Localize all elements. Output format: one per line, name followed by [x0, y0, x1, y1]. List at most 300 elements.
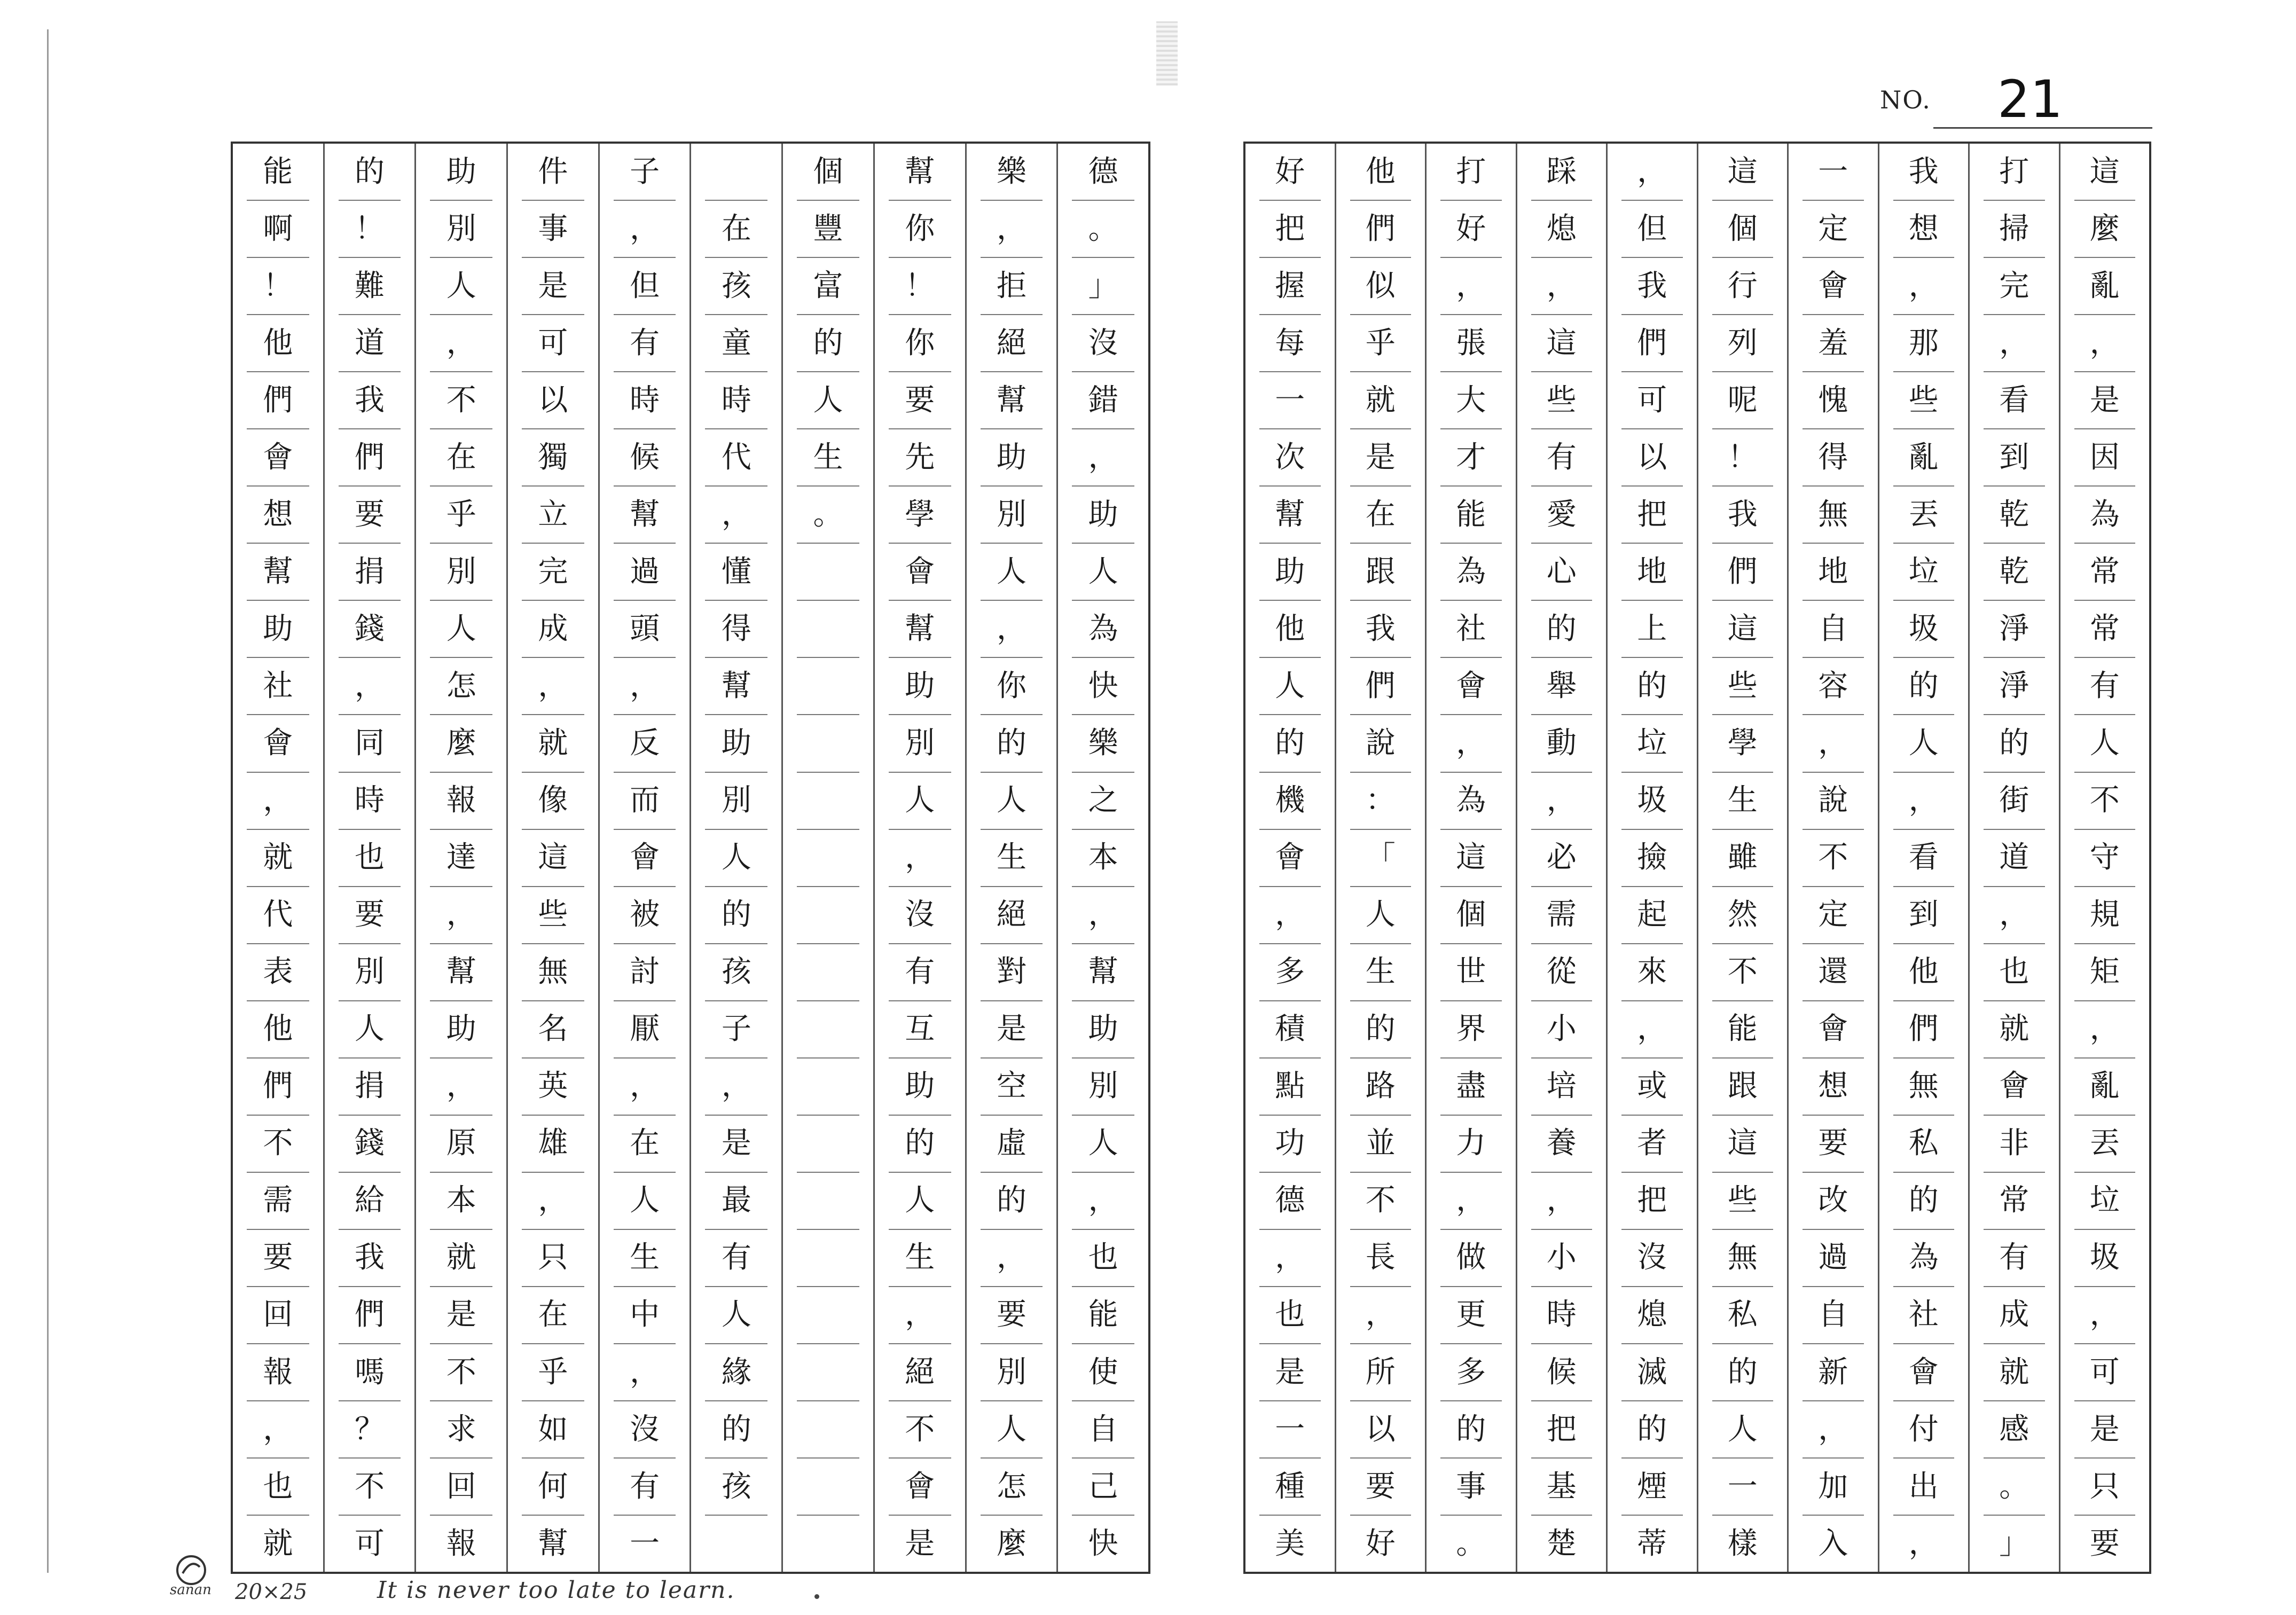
grid-cell: ， [522, 658, 584, 715]
grid-cell: 人 [981, 773, 1043, 830]
grid-cell: 需 [247, 1173, 309, 1230]
grid-cell: 不 [2074, 773, 2136, 830]
grid-cell: 人 [1893, 715, 1955, 772]
grid-cell: 乾 [1984, 544, 2045, 601]
grid-cell: 表 [247, 944, 309, 1001]
grid-cell: 只 [522, 1230, 584, 1287]
grid-cell [797, 544, 859, 601]
grid-cell: 他 [1893, 944, 1955, 1001]
grid-cell: 麼 [2074, 201, 2136, 258]
manuscript-column [689, 144, 781, 1572]
grid-cell: 大 [1440, 372, 1502, 429]
grid-cell: 會 [1984, 1059, 2045, 1116]
grid-cell: 乎 [430, 487, 492, 544]
grid-cell: 為 [1893, 1230, 1955, 1287]
grid-cell: ， [1072, 429, 1134, 487]
grid-cell: 麼 [430, 715, 492, 772]
grid-cell: 世 [1440, 944, 1502, 1001]
grid-cell: 只 [2074, 1459, 2136, 1516]
grid-cell: 握 [1259, 258, 1321, 315]
grid-cell: 淨 [1984, 658, 2045, 715]
grid-cell: 要 [1350, 1459, 1412, 1516]
grid-cell: ： [1350, 773, 1412, 830]
grid-cell: 樣 [1727, 1526, 1758, 1561]
grid-cell: 要 [889, 372, 951, 429]
grid-cell: 不 [430, 1344, 492, 1401]
grid-cell: 會 [1803, 1001, 1864, 1059]
grid-cell: 在 [1350, 487, 1412, 544]
grid-cell: 助 [1259, 544, 1321, 601]
grid-cell: 為 [1072, 601, 1134, 658]
grid-cell: 無 [1803, 487, 1864, 544]
grid-cell: ， [981, 201, 1043, 258]
grid-cell: 人 [430, 601, 492, 658]
grid-cell: 些 [1712, 658, 1774, 715]
grid-cell: 怎 [430, 658, 492, 715]
grid-cell: 規 [2074, 887, 2136, 944]
grid-cell: 」 [1999, 1526, 2029, 1561]
left-manuscript-grid [231, 142, 1150, 1574]
grid-cell: 助 [889, 658, 951, 715]
grid-cell [797, 1116, 859, 1173]
grid-cell: 我 [339, 372, 401, 429]
grid-cell: 孩 [705, 258, 767, 315]
grid-cell: 達 [430, 830, 492, 887]
grid-cell: 德 [1072, 144, 1134, 201]
grid-cell: 呢 [1712, 372, 1774, 429]
grid-cell: 需 [1531, 887, 1593, 944]
grid-cell: 雄 [522, 1116, 584, 1173]
grid-cell: 」 [1072, 258, 1134, 315]
grid-cell: 熄 [1621, 1287, 1683, 1344]
grid-cell: 我 [1893, 144, 1955, 201]
grid-cell: ！ [1712, 429, 1774, 487]
grid-cell: 自 [1803, 601, 1864, 658]
grid-cell: ， [247, 1401, 309, 1459]
grid-cell: 看 [1984, 372, 2045, 429]
grid-cell: 絕 [889, 1344, 951, 1401]
grid-cell: ， [1984, 315, 2045, 372]
grid-cell: 時 [339, 773, 401, 830]
grid-cell: 會 [1259, 830, 1321, 887]
grid-cell: 本 [1072, 830, 1134, 887]
grid-cell: 別 [1072, 1059, 1134, 1116]
grid-cell: 在 [614, 1116, 676, 1173]
grid-cell: 踩 [1531, 144, 1593, 201]
grid-cell: 快 [1088, 1526, 1118, 1561]
grid-cell: 人 [705, 830, 767, 887]
grid-cell: 的 [1712, 1344, 1774, 1401]
manuscript-column [414, 144, 506, 1572]
grid-cell: 孩 [705, 944, 767, 1001]
grid-cell: 是 [522, 258, 584, 315]
grid-cell: 們 [1712, 544, 1774, 601]
grid-cell: 乎 [1350, 315, 1412, 372]
grid-cell: 好 [1259, 144, 1321, 201]
grid-cell: 人 [1259, 658, 1321, 715]
grid-cell: 矩 [2074, 944, 2136, 1001]
grid-cell: 是 [1350, 429, 1412, 487]
grid-cell: 拒 [981, 258, 1043, 315]
grid-cell: 他 [1350, 144, 1412, 201]
grid-cell: 過 [614, 544, 676, 601]
grid-cell: 煙 [1621, 1459, 1683, 1516]
grid-cell: 幫 [1259, 487, 1321, 544]
grid-cell: ， [1531, 258, 1593, 315]
grid-cell: 能 [1072, 1287, 1134, 1344]
grid-cell: 不 [339, 1459, 401, 1516]
grid-cell: 沒 [889, 887, 951, 944]
grid-cell: 也 [1072, 1230, 1134, 1287]
grid-cell: 垃 [2074, 1173, 2136, 1230]
grid-cell: 小 [1531, 1001, 1593, 1059]
grid-cell: 愧 [1803, 372, 1864, 429]
grid-cell: 而 [614, 773, 676, 830]
manuscript-column [598, 144, 690, 1572]
manuscript-column [1245, 144, 1335, 1572]
page-number-value: 21 [1997, 69, 2063, 129]
grid-cell: 到 [1893, 887, 1955, 944]
grid-cell: 因 [2074, 429, 2136, 487]
grid-cell: ， [889, 830, 951, 887]
grid-cell: 亂 [1893, 429, 1955, 487]
grid-cell: 的 [1440, 1401, 1502, 1459]
grid-cell: 不 [430, 372, 492, 429]
grid-cell [797, 1459, 859, 1516]
grid-cell: ， [1259, 887, 1321, 944]
grid-cell: 一 [1259, 372, 1321, 429]
manuscript-column [781, 144, 873, 1572]
grid-cell: 你 [889, 315, 951, 372]
manuscript-column [1697, 144, 1788, 1572]
grid-cell: 樂 [1072, 715, 1134, 772]
grid-cell: 幫 [430, 944, 492, 1001]
grid-cell: ， [1350, 1287, 1412, 1344]
grid-cell [797, 1401, 859, 1459]
grid-cell: 把 [1259, 201, 1321, 258]
grid-cell: 道 [339, 315, 401, 372]
grid-cell: 到 [1984, 429, 2045, 487]
grid-cell: 無 [1893, 1059, 1955, 1116]
grid-cell: 心 [1531, 544, 1593, 601]
grid-cell: 看 [1893, 830, 1955, 887]
grid-cell: 之 [1072, 773, 1134, 830]
grid-cell [705, 144, 767, 201]
grid-cell: 沒 [614, 1401, 676, 1459]
grid-cell: 麼 [996, 1526, 1026, 1561]
grid-cell: 社 [1893, 1287, 1955, 1344]
grid-cell: 子 [614, 144, 676, 201]
grid-cell: 似 [1350, 258, 1412, 315]
grid-cell: 還 [1803, 944, 1864, 1001]
grid-cell: 人 [1712, 1401, 1774, 1459]
grid-cell: 這 [2074, 144, 2136, 201]
grid-cell: 熄 [1531, 201, 1593, 258]
grid-cell: 要 [981, 1287, 1043, 1344]
grid-cell: 就 [1350, 372, 1412, 429]
grid-cell: 別 [981, 487, 1043, 544]
grid-cell: 淨 [1984, 601, 2045, 658]
grid-cell: 們 [247, 1059, 309, 1116]
grid-cell: 跟 [1350, 544, 1412, 601]
grid-cell: 有 [1531, 429, 1593, 487]
grid-cell: 事 [1440, 1459, 1502, 1516]
grid-cell: 積 [1259, 1001, 1321, 1059]
grid-cell: 在 [430, 429, 492, 487]
grid-cell: ， [430, 315, 492, 372]
grid-cell: 就 [1984, 1001, 2045, 1059]
grid-cell: 地 [1803, 544, 1864, 601]
grid-cell: 亂 [2074, 1059, 2136, 1116]
grid-cell: 養 [1531, 1116, 1593, 1173]
grid-cell: 人 [705, 1287, 767, 1344]
grid-cell: 說 [1803, 773, 1864, 830]
grid-cell: 有 [2074, 658, 2136, 715]
grid-cell: 候 [614, 429, 676, 487]
grid-cell [797, 887, 859, 944]
grid-cell: ， [1440, 1173, 1502, 1230]
grid-cell: 好 [1365, 1526, 1396, 1561]
grid-cell: 能 [247, 144, 309, 201]
grid-cell: 互 [889, 1001, 951, 1059]
manuscript-column [1787, 144, 1878, 1572]
grid-cell: 報 [430, 773, 492, 830]
grid-cell: 打 [1440, 144, 1502, 201]
grid-cell: 助 [981, 429, 1043, 487]
grid-cell: 助 [889, 1059, 951, 1116]
grid-cell: 的 [981, 1173, 1043, 1230]
grid-cell: 社 [247, 658, 309, 715]
grid-cell: 。 [1984, 1459, 2045, 1516]
grid-cell: 圾 [2074, 1230, 2136, 1287]
grid-cell: 為 [1440, 544, 1502, 601]
grid-cell: 們 [1350, 658, 1412, 715]
grid-cell: 就 [263, 1526, 293, 1561]
grid-cell: ， [1440, 715, 1502, 772]
grid-cell [797, 1059, 859, 1116]
manuscript-column [1516, 144, 1607, 1572]
grid-cell: 。 [797, 487, 859, 544]
grid-cell: 丟 [1893, 487, 1955, 544]
grid-cell: 回 [430, 1459, 492, 1516]
grid-cell: 報 [446, 1526, 476, 1561]
grid-cell [705, 1516, 767, 1572]
grid-cell: 德 [1259, 1173, 1321, 1230]
grid-cell: 代 [247, 887, 309, 944]
grid-cell: 好 [1440, 201, 1502, 258]
grid-cell: 先 [889, 429, 951, 487]
grid-cell: 做 [1440, 1230, 1502, 1287]
grid-cell: 立 [522, 487, 584, 544]
grid-cell: 獨 [522, 429, 584, 487]
grid-cell: 說 [1350, 715, 1412, 772]
grid-cell: 圾 [1621, 773, 1683, 830]
grid-cell: 不 [889, 1401, 951, 1459]
grid-cell: 人 [981, 1401, 1043, 1459]
grid-cell: 人 [797, 372, 859, 429]
grid-cell: 助 [1072, 1001, 1134, 1059]
binding-line [47, 29, 49, 1573]
grid-cell: 來 [1621, 944, 1683, 1001]
grid-cell: 也 [1259, 1287, 1321, 1344]
grid-cell: 會 [247, 429, 309, 487]
grid-cell: 的 [1531, 601, 1593, 658]
grid-cell: 討 [614, 944, 676, 1001]
grid-cell: 無 [1712, 1230, 1774, 1287]
grid-cell [797, 1344, 859, 1401]
grid-cell: 會 [889, 544, 951, 601]
grid-cell: 個 [797, 144, 859, 201]
grid-cell: 是 [2074, 372, 2136, 429]
grid-cell: 這 [1440, 830, 1502, 887]
grid-cell: ， [614, 201, 676, 258]
grid-cell: 常 [1984, 1173, 2045, 1230]
grid-cell: 付 [1893, 1401, 1955, 1459]
grid-cell: 捐 [339, 1059, 401, 1116]
grid-cell: 緣 [705, 1344, 767, 1401]
grid-cell: 對 [981, 944, 1043, 1001]
grid-cell: 私 [1712, 1287, 1774, 1344]
grid-cell: 美 [1275, 1526, 1305, 1561]
grid-cell: 空 [981, 1059, 1043, 1116]
grid-cell: ， [2074, 315, 2136, 372]
grid-cell: 生 [614, 1230, 676, 1287]
grid-cell: 助 [705, 715, 767, 772]
grid-cell: 乾 [1984, 487, 2045, 544]
grid-cell: 動 [1531, 715, 1593, 772]
grid-cell: 們 [1621, 315, 1683, 372]
grid-cell: 這 [522, 830, 584, 887]
grid-cell: 亂 [2074, 258, 2136, 315]
grid-cell: 幫 [889, 601, 951, 658]
grid-cell: 盡 [1440, 1059, 1502, 1116]
grid-cell: 最 [705, 1173, 767, 1230]
grid-cell: ， [1531, 773, 1593, 830]
grid-cell: 這 [1712, 144, 1774, 201]
grid-cell: 撿 [1621, 830, 1683, 887]
grid-cell: 圾 [1893, 601, 1955, 658]
grid-cell: 路 [1350, 1059, 1412, 1116]
grid-cell: 助 [430, 1001, 492, 1059]
grid-cell: 以 [1350, 1401, 1412, 1459]
grid-cell: 是 [430, 1287, 492, 1344]
grid-cell: 錯 [1072, 372, 1134, 429]
grid-cell [797, 773, 859, 830]
grid-cell: 何 [522, 1459, 584, 1516]
grid-cell: 非 [1984, 1116, 2045, 1173]
grid-cell: 有 [1984, 1230, 2045, 1287]
grid-cell: 為 [2074, 487, 2136, 544]
grid-cell: 楚 [1546, 1526, 1577, 1561]
grid-cell: 助 [247, 601, 309, 658]
grid-cell: 不 [1350, 1173, 1412, 1230]
grid-cell: 為 [1440, 773, 1502, 830]
grid-cell: 完 [522, 544, 584, 601]
center-fold-mark [1156, 21, 1178, 85]
grid-cell: 把 [1621, 1173, 1683, 1230]
grid-cell: 中 [614, 1287, 676, 1344]
grid-cell: 所 [1350, 1344, 1412, 1401]
manuscript-column [1606, 144, 1697, 1572]
grid-cell: 我 [1712, 487, 1774, 544]
grid-cell: 想 [247, 487, 309, 544]
grid-cell: 本 [430, 1173, 492, 1230]
grid-cell: 舉 [1531, 658, 1593, 715]
grid-cell: 雖 [1712, 830, 1774, 887]
grid-cell [797, 1173, 859, 1230]
grid-cell: 生 [889, 1230, 951, 1287]
grid-cell: 的 [1893, 658, 1955, 715]
grid-cell: 們 [247, 372, 309, 429]
grid-cell: 一 [630, 1526, 660, 1561]
grid-cell: 街 [1984, 773, 2045, 830]
footer-dot [814, 1594, 819, 1599]
grid-cell: 有 [614, 315, 676, 372]
grid-cell: 垃 [1621, 715, 1683, 772]
manuscript-column [1056, 144, 1148, 1572]
grid-cell: 們 [1893, 1001, 1955, 1059]
grid-cell: ， [247, 773, 309, 830]
grid-cell: 在 [522, 1287, 584, 1344]
grid-cell: 別 [981, 1344, 1043, 1401]
grid-cell: ， [430, 887, 492, 944]
grid-cell: 童 [705, 315, 767, 372]
grid-cell: 的 [1621, 658, 1683, 715]
grid-cell: 錢 [339, 601, 401, 658]
manuscript-column [233, 144, 323, 1572]
grid-cell: 功 [1259, 1116, 1321, 1173]
grid-cell: 幫 [889, 144, 951, 201]
grid-cell: 點 [1259, 1059, 1321, 1116]
grid-cell: 個 [1712, 201, 1774, 258]
grid-cell: 的 [339, 144, 401, 201]
grid-cell: 私 [1893, 1116, 1955, 1173]
grid-cell: 常 [2074, 544, 2136, 601]
grid-cell: 也 [247, 1459, 309, 1516]
grid-cell: 那 [1893, 315, 1955, 372]
grid-cell: 上 [1621, 601, 1683, 658]
grid-cell: 別 [705, 773, 767, 830]
manuscript-column [323, 144, 415, 1572]
manuscript-column [506, 144, 598, 1572]
grid-cell: 自 [1803, 1287, 1864, 1344]
grid-cell: 豐 [797, 201, 859, 258]
grid-cell: 起 [1621, 887, 1683, 944]
grid-cell: 一 [1712, 1459, 1774, 1516]
grid-cell: 多 [1440, 1344, 1502, 1401]
grid-cell: 要 [1803, 1116, 1864, 1173]
grid-cell: 。 [1456, 1526, 1486, 1561]
grid-cell: 把 [1621, 487, 1683, 544]
grid-cell: 丟 [2074, 1116, 2136, 1173]
grid-cell: 孩 [705, 1459, 767, 1516]
grid-cell: 助 [430, 144, 492, 201]
grid-cell: 些 [1893, 372, 1955, 429]
grid-cell: 更 [1440, 1287, 1502, 1344]
grid-cell: 幫 [247, 544, 309, 601]
grid-cell: 種 [1259, 1459, 1321, 1516]
grid-cell: ， [1803, 715, 1864, 772]
grid-cell: 會 [247, 715, 309, 772]
grid-cell: 求 [430, 1401, 492, 1459]
grid-cell [797, 1516, 859, 1572]
grid-cell: 可 [355, 1526, 385, 1561]
grid-cell: 不 [247, 1116, 309, 1173]
grid-cell: 要 [2089, 1526, 2120, 1561]
grid-cell: 無 [522, 944, 584, 1001]
grid-cell: 能 [1712, 1001, 1774, 1059]
grid-cell: 是 [981, 1001, 1043, 1059]
